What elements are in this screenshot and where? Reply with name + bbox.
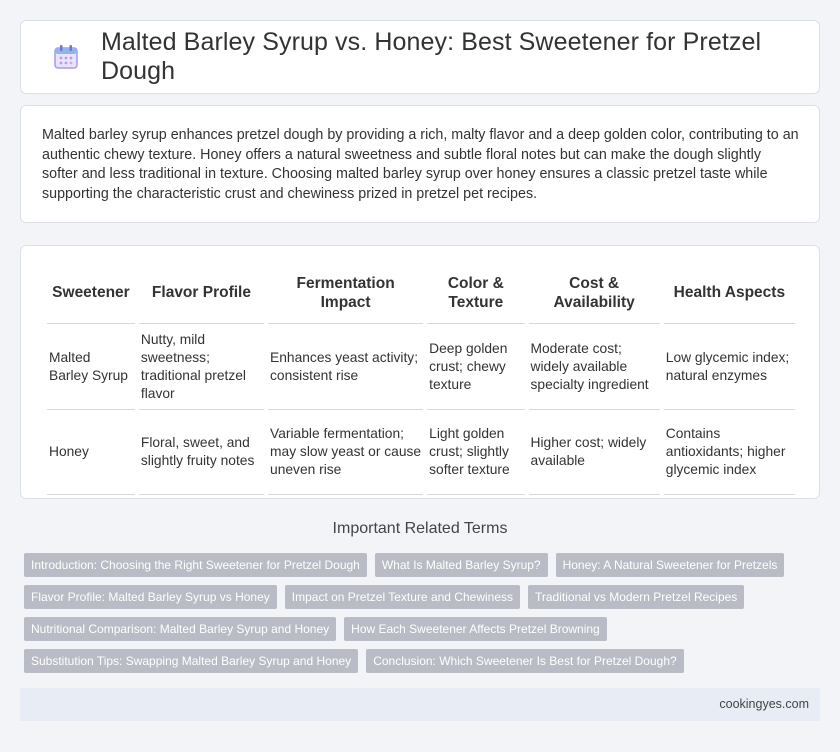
related-tag[interactable]: Substitution Tips: Swapping Malted Barley Syrup and Honey	[24, 649, 358, 673]
table-cell: Moderate cost; widely available specialty ingredient	[529, 324, 660, 410]
page-title: Malted Barley Syrup vs. Honey: Best Sweetener for Pretzel Dough	[101, 28, 762, 85]
table-row	[47, 324, 795, 410]
comparison-table-card	[20, 245, 820, 499]
related-terms-title: Important Related Terms	[332, 520, 508, 537]
intro-paragraph: Malted barley syrup enhances pretzel dough by providing a rich, malty flavor and a deep golden color, contributing to an authentic chewy texture. Honey offers a natural sweetness and subtle floral notes but can make the dough slightly softer and less traditional in texture. Choosing malted barley syrup over honey ensures a classic pretzel taste while supporting the characteristic crust and chewiness prized in pretzel pet recipes.	[42, 127, 799, 202]
table-cell: Low glycemic index; natural enzymes	[664, 324, 795, 410]
related-tag[interactable]: Traditional vs Modern Pretzel Recipes	[528, 585, 744, 609]
calendar-icon	[51, 42, 81, 72]
table-cell: Enhances yeast activity; consistent rise	[268, 324, 423, 410]
related-tag[interactable]: Impact on Pretzel Texture and Chewiness	[285, 585, 520, 609]
table-cell: Malted Barley Syrup	[47, 324, 135, 410]
header-cost-availability: Cost & Availability	[529, 262, 660, 324]
related-tag[interactable]: Introduction: Choosing the Right Sweetener for Pretzel Dough	[24, 553, 367, 577]
table-row	[47, 410, 795, 495]
table-cell: Nutty, mild sweetness; traditional pretzel flavor	[139, 324, 264, 410]
header-health-aspects: Health Aspects	[664, 262, 795, 324]
tag-row	[24, 649, 824, 673]
related-tag[interactable]: What Is Malted Barley Syrup?	[375, 553, 548, 577]
tag-row	[24, 585, 824, 609]
header-fermentation-impact: Fermentation Impact	[268, 262, 423, 324]
tag-row	[24, 553, 824, 577]
table-cell: Deep golden crust; chewy texture	[427, 324, 524, 410]
table-cell: Honey	[47, 410, 135, 495]
header-color-texture: Color & Texture	[427, 262, 524, 324]
header-flavor-profile: Flavor Profile	[139, 262, 264, 324]
related-tag[interactable]: Flavor Profile: Malted Barley Syrup vs Honey	[24, 585, 277, 609]
related-tag[interactable]: Conclusion: Which Sweetener Is Best for Pretzel Dough?	[366, 649, 683, 673]
related-tag[interactable]: Nutritional Comparison: Malted Barley Syrup and Honey	[24, 617, 336, 641]
table-cell: Variable fermentation; may slow yeast or cause uneven rise	[268, 410, 423, 495]
table-header-row	[47, 262, 795, 324]
table-cell: Floral, sweet, and slightly fruity notes	[139, 410, 264, 495]
related-tag[interactable]: How Each Sweetener Affects Pretzel Browning	[344, 617, 607, 641]
table-cell: Light golden crust; slightly softer texture	[427, 410, 524, 495]
related-terms-tags	[24, 553, 824, 681]
intro-card	[20, 105, 820, 223]
table-cell: Contains antioxidants; higher glycemic index	[664, 410, 795, 495]
header-sweetener: Sweetener	[47, 262, 135, 324]
tag-row	[24, 617, 824, 641]
footer	[20, 688, 820, 721]
footer-site-name: cookingyes.com	[719, 697, 809, 711]
related-tag[interactable]: Honey: A Natural Sweetener for Pretzels	[556, 553, 785, 577]
table-cell: Higher cost; widely available	[529, 410, 660, 495]
header-card	[20, 20, 820, 94]
comparison-table	[43, 262, 799, 495]
